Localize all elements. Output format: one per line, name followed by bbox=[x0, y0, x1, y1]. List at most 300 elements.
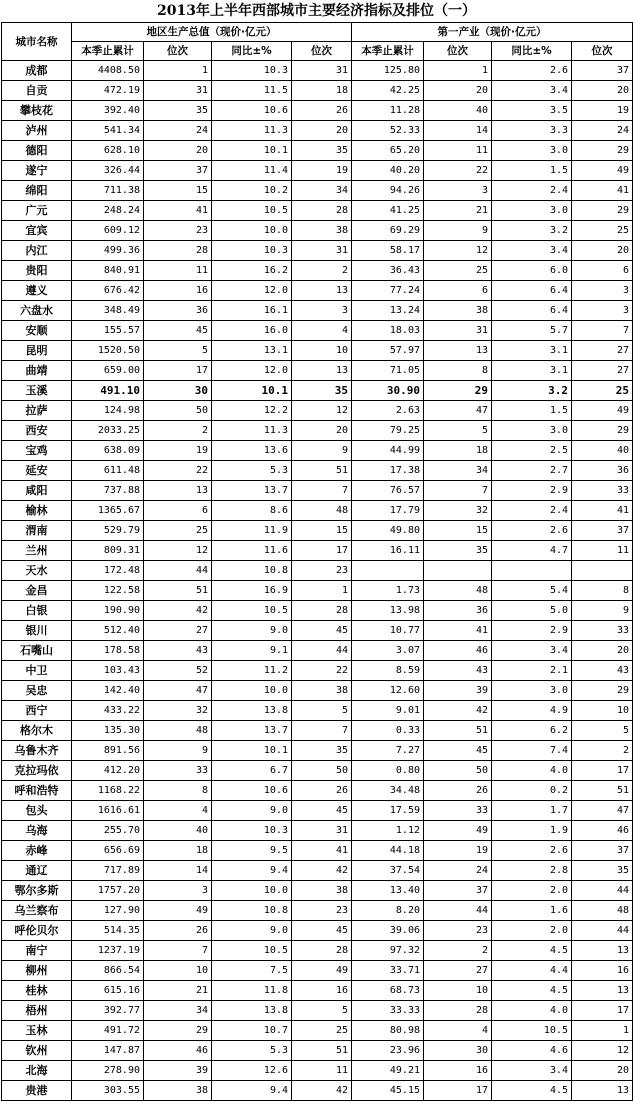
primary-rank-cell: 11 bbox=[424, 141, 492, 161]
gdp-yoy-cell: 13.6 bbox=[212, 441, 292, 461]
gdp-yoy-rank-cell: 28 bbox=[292, 601, 352, 621]
gdp-yoy-cell: 10.1 bbox=[212, 381, 292, 401]
gdp-yoy-rank-cell: 45 bbox=[292, 801, 352, 821]
primary-rank-cell bbox=[424, 561, 492, 581]
primary-cumulative-cell: 94.26 bbox=[352, 181, 424, 201]
primary-cumulative-cell: 17.79 bbox=[352, 501, 424, 521]
primary-yoy-rank-cell: 29 bbox=[572, 421, 633, 441]
primary-yoy-rank-cell: 27 bbox=[572, 341, 633, 361]
gdp-yoy-rank-cell: 23 bbox=[292, 561, 352, 581]
city-cell: 桂林 bbox=[2, 981, 72, 1001]
primary-rank-cell: 16 bbox=[424, 1061, 492, 1081]
primary-rank-cell: 43 bbox=[424, 661, 492, 681]
gdp-cumulative-cell: 529.79 bbox=[72, 521, 144, 541]
primary-yoy-cell: 5.0 bbox=[492, 601, 572, 621]
city-cell: 柳州 bbox=[2, 961, 72, 981]
primary-yoy-rank-cell: 1 bbox=[572, 1021, 633, 1041]
gdp-cumulative-cell: 255.70 bbox=[72, 821, 144, 841]
table-row bbox=[2, 201, 633, 221]
gdp-cumulative-cell: 840.91 bbox=[72, 261, 144, 281]
gdp-rank-cell: 24 bbox=[144, 121, 212, 141]
gdp-rank-cell: 13 bbox=[144, 481, 212, 501]
gdp-yoy-rank-cell: 2 bbox=[292, 261, 352, 281]
primary-cumulative-cell: 17.59 bbox=[352, 801, 424, 821]
gdp-yoy-rank-cell: 9 bbox=[292, 441, 352, 461]
gdp-cumulative-cell: 392.40 bbox=[72, 101, 144, 121]
table-row bbox=[2, 661, 633, 681]
primary-rank-cell: 33 bbox=[424, 801, 492, 821]
primary-cumulative-cell: 8.20 bbox=[352, 901, 424, 921]
gdp-rank-cell: 2 bbox=[144, 421, 212, 441]
primary-yoy-rank-header: 位次 bbox=[572, 42, 633, 61]
gdp-yoy-cell: 12.0 bbox=[212, 281, 292, 301]
primary-yoy-rank-cell: 29 bbox=[572, 681, 633, 701]
primary-yoy-rank-cell: 24 bbox=[572, 121, 633, 141]
primary-yoy-cell: 3.1 bbox=[492, 361, 572, 381]
gdp-yoy-cell: 10.5 bbox=[212, 601, 292, 621]
primary-rank-cell: 3 bbox=[424, 181, 492, 201]
primary-cumulative-cell: 0.80 bbox=[352, 761, 424, 781]
city-cell: 曲靖 bbox=[2, 361, 72, 381]
primary-rank-cell: 14 bbox=[424, 121, 492, 141]
gdp-yoy-rank-cell: 23 bbox=[292, 901, 352, 921]
table-row bbox=[2, 241, 633, 261]
table-row bbox=[2, 101, 633, 121]
gdp-cumulative-cell: 142.40 bbox=[72, 681, 144, 701]
gdp-rank-cell: 1 bbox=[144, 61, 212, 81]
primary-yoy-cell: 2.1 bbox=[492, 661, 572, 681]
primary-yoy-cell: 1.5 bbox=[492, 161, 572, 181]
gdp-cumulative-cell: 472.19 bbox=[72, 81, 144, 101]
primary-yoy-cell: 2.8 bbox=[492, 861, 572, 881]
gdp-yoy-cell: 12.2 bbox=[212, 401, 292, 421]
primary-rank-cell: 30 bbox=[424, 1041, 492, 1061]
city-cell: 鄂尔多斯 bbox=[2, 881, 72, 901]
primary-rank-cell: 5 bbox=[424, 421, 492, 441]
primary-rank-cell: 38 bbox=[424, 301, 492, 321]
primary-cumulative-cell: 7.27 bbox=[352, 741, 424, 761]
gdp-yoy-rank-cell: 45 bbox=[292, 921, 352, 941]
primary-yoy-rank-cell: 11 bbox=[572, 541, 633, 561]
primary-yoy-rank-cell: 2 bbox=[572, 741, 633, 761]
primary-yoy-cell: 3.4 bbox=[492, 81, 572, 101]
city-cell: 乌海 bbox=[2, 821, 72, 841]
gdp-yoy-rank-cell: 31 bbox=[292, 241, 352, 261]
primary-rank-cell: 21 bbox=[424, 201, 492, 221]
gdp-rank-cell: 48 bbox=[144, 721, 212, 741]
primary-cumulative-cell: 12.60 bbox=[352, 681, 424, 701]
city-cell: 北海 bbox=[2, 1061, 72, 1081]
gdp-rank-cell: 38 bbox=[144, 1081, 212, 1101]
gdp-yoy-cell: 10.0 bbox=[212, 221, 292, 241]
gdp-cumulative-cell: 190.90 bbox=[72, 601, 144, 621]
primary-yoy-cell: 2.7 bbox=[492, 461, 572, 481]
primary-yoy-rank-cell: 17 bbox=[572, 1001, 633, 1021]
table-row bbox=[2, 501, 633, 521]
table-row bbox=[2, 301, 633, 321]
table-row bbox=[2, 421, 633, 441]
primary-rank-cell: 42 bbox=[424, 701, 492, 721]
primary-rank-cell: 37 bbox=[424, 881, 492, 901]
table-row bbox=[2, 781, 633, 801]
table-row bbox=[2, 361, 633, 381]
gdp-cumulative-cell: 1520.50 bbox=[72, 341, 144, 361]
primary-cumulative-cell: 49.80 bbox=[352, 521, 424, 541]
primary-cumulative-cell: 45.15 bbox=[352, 1081, 424, 1101]
gdp-rank-cell: 8 bbox=[144, 781, 212, 801]
primary-yoy-cell: 0.2 bbox=[492, 781, 572, 801]
primary-cumulative-cell: 1.12 bbox=[352, 821, 424, 841]
table-row bbox=[2, 381, 633, 401]
gdp-rank-cell: 36 bbox=[144, 301, 212, 321]
gdp-yoy-cell: 10.1 bbox=[212, 741, 292, 761]
table-row bbox=[2, 521, 633, 541]
gdp-yoy-cell: 16.9 bbox=[212, 581, 292, 601]
gdp-cumulative-header: 本季止累计 bbox=[72, 42, 144, 61]
primary-rank-cell: 48 bbox=[424, 581, 492, 601]
table-row bbox=[2, 981, 633, 1001]
gdp-cumulative-cell: 172.48 bbox=[72, 561, 144, 581]
header-row-columns bbox=[2, 42, 633, 61]
gdp-yoy-rank-cell: 1 bbox=[292, 581, 352, 601]
table-row bbox=[2, 321, 633, 341]
gdp-rank-cell: 14 bbox=[144, 861, 212, 881]
gdp-yoy-cell: 10.2 bbox=[212, 181, 292, 201]
table-row bbox=[2, 701, 633, 721]
city-cell: 呼伦贝尔 bbox=[2, 921, 72, 941]
gdp-cumulative-cell: 326.44 bbox=[72, 161, 144, 181]
primary-yoy-cell: 3.4 bbox=[492, 241, 572, 261]
gdp-yoy-cell: 10.3 bbox=[212, 821, 292, 841]
primary-cumulative-cell: 17.38 bbox=[352, 461, 424, 481]
gdp-yoy-rank-cell: 42 bbox=[292, 861, 352, 881]
primary-cumulative-cell: 65.20 bbox=[352, 141, 424, 161]
primary-yoy-cell: 6.2 bbox=[492, 721, 572, 741]
gdp-rank-cell: 7 bbox=[144, 941, 212, 961]
gdp-yoy-cell: 10.5 bbox=[212, 941, 292, 961]
city-cell: 钦州 bbox=[2, 1041, 72, 1061]
primary-yoy-rank-cell: 37 bbox=[572, 521, 633, 541]
primary-yoy-cell: 4.5 bbox=[492, 941, 572, 961]
city-cell: 榆林 bbox=[2, 501, 72, 521]
primary-yoy-rank-cell: 33 bbox=[572, 621, 633, 641]
table-row bbox=[2, 641, 633, 661]
gdp-yoy-cell: 12.6 bbox=[212, 1061, 292, 1081]
primary-rank-cell: 19 bbox=[424, 841, 492, 861]
primary-rank-cell: 24 bbox=[424, 861, 492, 881]
primary-rank-cell: 15 bbox=[424, 521, 492, 541]
gdp-yoy-rank-header: 位次 bbox=[292, 42, 352, 61]
primary-cumulative-cell: 10.77 bbox=[352, 621, 424, 641]
gdp-rank-cell: 15 bbox=[144, 181, 212, 201]
primary-cumulative-cell: 42.25 bbox=[352, 81, 424, 101]
primary-yoy-cell: 3.0 bbox=[492, 201, 572, 221]
city-cell: 安顺 bbox=[2, 321, 72, 341]
gdp-yoy-rank-cell: 25 bbox=[292, 1021, 352, 1041]
primary-yoy-rank-cell: 48 bbox=[572, 901, 633, 921]
primary-yoy-rank-cell: 37 bbox=[572, 61, 633, 81]
gdp-rank-cell: 33 bbox=[144, 761, 212, 781]
primary-yoy-rank-cell: 25 bbox=[572, 381, 633, 401]
gdp-yoy-rank-cell: 38 bbox=[292, 221, 352, 241]
primary-yoy-cell: 3.2 bbox=[492, 381, 572, 401]
primary-cumulative-cell: 71.05 bbox=[352, 361, 424, 381]
city-cell: 延安 bbox=[2, 461, 72, 481]
table-row bbox=[2, 1061, 633, 1081]
gdp-rank-cell: 44 bbox=[144, 561, 212, 581]
gdp-yoy-header: 同比±% bbox=[212, 42, 292, 61]
primary-rank-cell: 7 bbox=[424, 481, 492, 501]
gdp-yoy-cell: 10.6 bbox=[212, 101, 292, 121]
primary-rank-cell: 44 bbox=[424, 901, 492, 921]
primary-yoy-rank-cell: 9 bbox=[572, 601, 633, 621]
gdp-yoy-rank-cell: 35 bbox=[292, 741, 352, 761]
gdp-yoy-rank-cell: 12 bbox=[292, 401, 352, 421]
gdp-cumulative-cell: 103.43 bbox=[72, 661, 144, 681]
city-cell: 咸阳 bbox=[2, 481, 72, 501]
primary-yoy-rank-cell: 3 bbox=[572, 301, 633, 321]
gdp-yoy-rank-cell: 28 bbox=[292, 941, 352, 961]
gdp-yoy-rank-cell: 7 bbox=[292, 721, 352, 741]
primary-yoy-cell: 4.5 bbox=[492, 981, 572, 1001]
gdp-yoy-cell: 5.3 bbox=[212, 1041, 292, 1061]
primary-industry-group-header: 第一产业（现价·亿元） bbox=[352, 23, 633, 42]
primary-cumulative-cell: 2.63 bbox=[352, 401, 424, 421]
primary-yoy-cell: 2.0 bbox=[492, 881, 572, 901]
gdp-yoy-cell: 10.8 bbox=[212, 561, 292, 581]
gdp-yoy-cell: 10.3 bbox=[212, 61, 292, 81]
primary-cumulative-cell: 37.54 bbox=[352, 861, 424, 881]
table-row bbox=[2, 941, 633, 961]
primary-yoy-rank-cell: 7 bbox=[572, 321, 633, 341]
primary-rank-cell: 41 bbox=[424, 621, 492, 641]
gdp-yoy-cell: 13.8 bbox=[212, 701, 292, 721]
primary-yoy-cell: 3.0 bbox=[492, 421, 572, 441]
city-cell: 渭南 bbox=[2, 521, 72, 541]
gdp-yoy-cell: 9.1 bbox=[212, 641, 292, 661]
gdp-yoy-cell: 11.2 bbox=[212, 661, 292, 681]
city-cell: 自贡 bbox=[2, 81, 72, 101]
gdp-cumulative-cell: 659.00 bbox=[72, 361, 144, 381]
city-cell: 拉萨 bbox=[2, 401, 72, 421]
gdp-yoy-cell: 10.0 bbox=[212, 881, 292, 901]
primary-yoy-rank-cell: 5 bbox=[572, 721, 633, 741]
gdp-rank-cell: 52 bbox=[144, 661, 212, 681]
city-cell: 广元 bbox=[2, 201, 72, 221]
gdp-cumulative-cell: 4408.50 bbox=[72, 61, 144, 81]
gdp-rank-cell: 16 bbox=[144, 281, 212, 301]
city-cell: 南宁 bbox=[2, 941, 72, 961]
city-cell: 西宁 bbox=[2, 701, 72, 721]
gdp-rank-cell: 19 bbox=[144, 441, 212, 461]
gdp-yoy-rank-cell: 5 bbox=[292, 1001, 352, 1021]
gdp-yoy-rank-cell: 22 bbox=[292, 661, 352, 681]
primary-cumulative-cell: 13.98 bbox=[352, 601, 424, 621]
table-row bbox=[2, 481, 633, 501]
primary-cumulative-cell: 36.43 bbox=[352, 261, 424, 281]
table-row bbox=[2, 581, 633, 601]
primary-yoy-rank-cell: 33 bbox=[572, 481, 633, 501]
primary-rank-cell: 32 bbox=[424, 501, 492, 521]
gdp-cumulative-cell: 1237.19 bbox=[72, 941, 144, 961]
gdp-rank-cell: 39 bbox=[144, 1061, 212, 1081]
primary-rank-cell: 39 bbox=[424, 681, 492, 701]
gdp-rank-cell: 18 bbox=[144, 841, 212, 861]
gdp-yoy-cell: 10.3 bbox=[212, 241, 292, 261]
primary-yoy-rank-cell: 20 bbox=[572, 1061, 633, 1081]
primary-yoy-cell: 4.7 bbox=[492, 541, 572, 561]
city-cell: 通辽 bbox=[2, 861, 72, 881]
city-cell: 吴忠 bbox=[2, 681, 72, 701]
primary-yoy-rank-cell: 19 bbox=[572, 101, 633, 121]
gdp-yoy-cell: 13.7 bbox=[212, 481, 292, 501]
primary-cumulative-header: 本季止累计 bbox=[352, 42, 424, 61]
table-body bbox=[2, 61, 633, 1101]
primary-yoy-cell: 2.6 bbox=[492, 521, 572, 541]
primary-rank-cell: 4 bbox=[424, 1021, 492, 1041]
primary-yoy-rank-cell: 25 bbox=[572, 221, 633, 241]
gdp-yoy-rank-cell: 20 bbox=[292, 121, 352, 141]
gdp-cumulative-cell: 1168.22 bbox=[72, 781, 144, 801]
gdp-yoy-rank-cell: 18 bbox=[292, 81, 352, 101]
table-row bbox=[2, 601, 633, 621]
primary-yoy-cell: 1.5 bbox=[492, 401, 572, 421]
table-row bbox=[2, 61, 633, 81]
gdp-group-header: 地区生产总值（现价·亿元） bbox=[72, 23, 352, 42]
primary-yoy-rank-cell: 49 bbox=[572, 401, 633, 421]
table-row bbox=[2, 161, 633, 181]
city-cell: 乌兰察布 bbox=[2, 901, 72, 921]
table-row bbox=[2, 441, 633, 461]
primary-cumulative-cell: 97.32 bbox=[352, 941, 424, 961]
primary-rank-cell: 51 bbox=[424, 721, 492, 741]
primary-yoy-cell: 3.2 bbox=[492, 221, 572, 241]
primary-cumulative-cell: 58.17 bbox=[352, 241, 424, 261]
city-cell: 赤峰 bbox=[2, 841, 72, 861]
gdp-cumulative-cell: 1616.61 bbox=[72, 801, 144, 821]
primary-yoy-cell: 6.4 bbox=[492, 301, 572, 321]
gdp-yoy-rank-cell: 15 bbox=[292, 521, 352, 541]
primary-yoy-cell: 7.4 bbox=[492, 741, 572, 761]
gdp-cumulative-cell: 392.77 bbox=[72, 1001, 144, 1021]
table-row bbox=[2, 221, 633, 241]
gdp-yoy-rank-cell: 35 bbox=[292, 141, 352, 161]
gdp-yoy-cell: 11.9 bbox=[212, 521, 292, 541]
primary-rank-cell: 45 bbox=[424, 741, 492, 761]
table-row bbox=[2, 121, 633, 141]
city-cell: 成都 bbox=[2, 61, 72, 81]
primary-rank-cell: 47 bbox=[424, 401, 492, 421]
gdp-yoy-rank-cell: 26 bbox=[292, 101, 352, 121]
gdp-yoy-cell: 10.5 bbox=[212, 201, 292, 221]
city-cell: 内江 bbox=[2, 241, 72, 261]
gdp-yoy-rank-cell: 34 bbox=[292, 181, 352, 201]
gdp-yoy-cell: 11.8 bbox=[212, 981, 292, 1001]
city-cell: 泸州 bbox=[2, 121, 72, 141]
gdp-yoy-rank-cell: 31 bbox=[292, 61, 352, 81]
gdp-yoy-cell: 13.8 bbox=[212, 1001, 292, 1021]
primary-rank-cell: 6 bbox=[424, 281, 492, 301]
primary-rank-cell: 34 bbox=[424, 461, 492, 481]
city-cell: 呼和浩特 bbox=[2, 781, 72, 801]
city-cell: 石嘴山 bbox=[2, 641, 72, 661]
primary-yoy-cell: 10.5 bbox=[492, 1021, 572, 1041]
gdp-rank-cell: 11 bbox=[144, 261, 212, 281]
gdp-cumulative-cell: 717.89 bbox=[72, 861, 144, 881]
primary-cumulative-cell: 13.24 bbox=[352, 301, 424, 321]
primary-cumulative-cell: 9.01 bbox=[352, 701, 424, 721]
primary-yoy-cell: 2.6 bbox=[492, 841, 572, 861]
primary-yoy-cell: 2.6 bbox=[492, 61, 572, 81]
gdp-yoy-cell: 6.7 bbox=[212, 761, 292, 781]
gdp-yoy-rank-cell: 35 bbox=[292, 381, 352, 401]
gdp-yoy-rank-cell: 45 bbox=[292, 621, 352, 641]
primary-cumulative-cell: 44.18 bbox=[352, 841, 424, 861]
primary-yoy-cell: 2.4 bbox=[492, 501, 572, 521]
primary-cumulative-cell: 125.80 bbox=[352, 61, 424, 81]
gdp-yoy-rank-cell: 26 bbox=[292, 781, 352, 801]
primary-yoy-rank-cell: 36 bbox=[572, 461, 633, 481]
gdp-yoy-rank-cell: 13 bbox=[292, 281, 352, 301]
gdp-yoy-cell: 9.0 bbox=[212, 801, 292, 821]
gdp-rank-cell: 17 bbox=[144, 361, 212, 381]
primary-rank-cell: 17 bbox=[424, 1081, 492, 1101]
gdp-yoy-rank-cell: 5 bbox=[292, 701, 352, 721]
primary-yoy-cell: 1.6 bbox=[492, 901, 572, 921]
table-row bbox=[2, 341, 633, 361]
gdp-rank-cell: 20 bbox=[144, 141, 212, 161]
gdp-rank-cell: 4 bbox=[144, 801, 212, 821]
primary-yoy-header: 同比±% bbox=[492, 42, 572, 61]
primary-yoy-rank-cell: 6 bbox=[572, 261, 633, 281]
primary-yoy-cell: 3.4 bbox=[492, 1061, 572, 1081]
gdp-rank-header: 位次 bbox=[144, 42, 212, 61]
primary-cumulative-cell: 33.33 bbox=[352, 1001, 424, 1021]
gdp-cumulative-cell: 122.58 bbox=[72, 581, 144, 601]
table-row bbox=[2, 741, 633, 761]
gdp-yoy-cell: 9.5 bbox=[212, 841, 292, 861]
city-column-header: 城市名称 bbox=[2, 23, 72, 61]
primary-yoy-cell: 2.9 bbox=[492, 481, 572, 501]
gdp-cumulative-cell: 147.87 bbox=[72, 1041, 144, 1061]
table-row bbox=[2, 461, 633, 481]
primary-yoy-rank-cell: 37 bbox=[572, 841, 633, 861]
primary-yoy-cell: 3.1 bbox=[492, 341, 572, 361]
primary-yoy-cell: 4.6 bbox=[492, 1041, 572, 1061]
primary-yoy-cell: 4.0 bbox=[492, 761, 572, 781]
gdp-cumulative-cell: 514.35 bbox=[72, 921, 144, 941]
primary-rank-cell: 46 bbox=[424, 641, 492, 661]
city-cell: 玉林 bbox=[2, 1021, 72, 1041]
gdp-rank-cell: 27 bbox=[144, 621, 212, 641]
table-row bbox=[2, 81, 633, 101]
table-row bbox=[2, 181, 633, 201]
primary-cumulative-cell: 79.25 bbox=[352, 421, 424, 441]
primary-cumulative-cell: 80.98 bbox=[352, 1021, 424, 1041]
gdp-yoy-rank-cell: 19 bbox=[292, 161, 352, 181]
city-cell: 中卫 bbox=[2, 661, 72, 681]
table-row bbox=[2, 881, 633, 901]
primary-yoy-rank-cell: 41 bbox=[572, 501, 633, 521]
primary-yoy-cell: 3.3 bbox=[492, 121, 572, 141]
primary-rank-cell: 36 bbox=[424, 601, 492, 621]
city-cell: 攀枝花 bbox=[2, 101, 72, 121]
city-cell: 兰州 bbox=[2, 541, 72, 561]
gdp-rank-cell: 42 bbox=[144, 601, 212, 621]
gdp-yoy-rank-cell: 11 bbox=[292, 1061, 352, 1081]
city-cell: 遂宁 bbox=[2, 161, 72, 181]
gdp-yoy-cell: 16.2 bbox=[212, 261, 292, 281]
